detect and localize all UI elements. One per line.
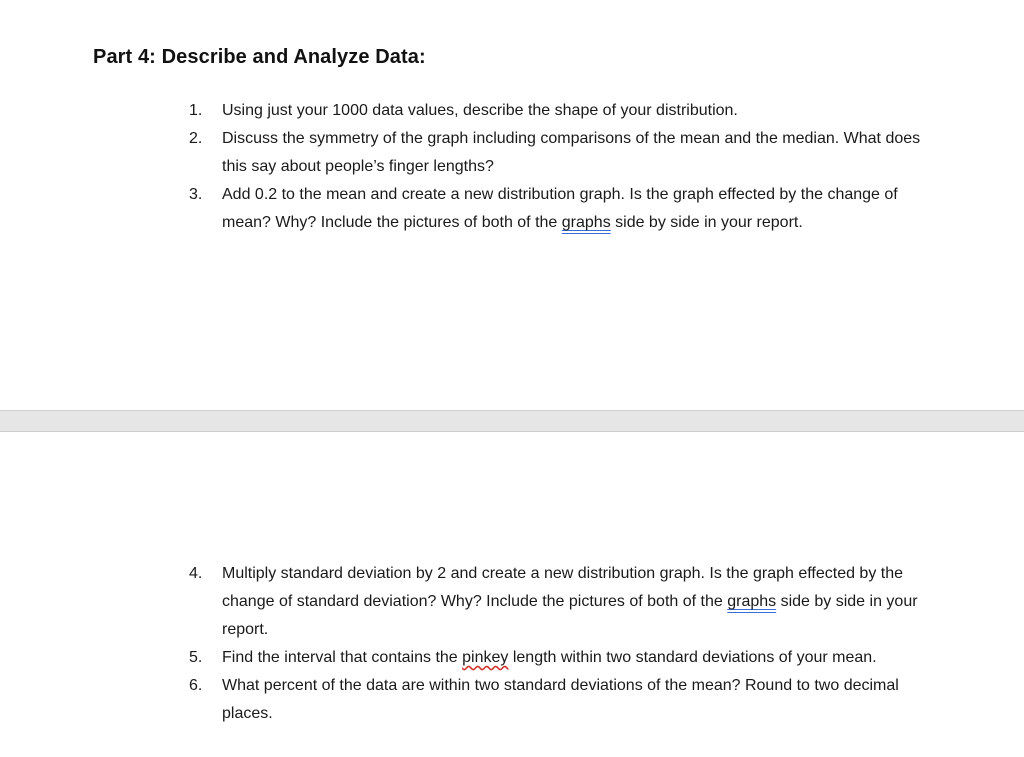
question-text: Discuss the symmetry of the graph including comparisons of the mean and the median. What does this say about people’s finger lengths?	[222, 130, 921, 175]
question-item	[0, 644, 1024, 672]
question-number: 4.	[189, 565, 203, 582]
question-item	[0, 181, 1024, 237]
question-text: Multiply standard deviation by 2 and create a new distribution graph. Is the graph effected by the change of standard deviation? Why? Include the pictures of both of the	[222, 565, 904, 610]
question-text: Using just your 1000 data values, describe the shape of your distribution.	[222, 102, 738, 119]
question-item	[0, 125, 1024, 181]
question-text: Find the interval that contains the	[222, 649, 463, 666]
question-item	[0, 672, 1024, 728]
question-text: Add 0.2 to the mean and create a new distribution graph. Is the graph effected by the change of mean? Why? Include the pictures of both of the	[222, 186, 898, 231]
question-number: 1.	[189, 102, 203, 119]
question-number: 6.	[189, 677, 203, 694]
question-text: What percent of the data are within two standard deviations of the mean? Round to two decimal places.	[222, 677, 899, 722]
question-number: 2.	[189, 130, 203, 147]
question-text: side by side in your report.	[610, 214, 803, 231]
question-text: length within two standard deviations of your mean.	[508, 649, 877, 666]
question-text: side by side in your report.	[222, 593, 918, 638]
spelling-flagged-word[interactable]: pinkey	[462, 649, 509, 666]
grammar-flagged-word[interactable]: graphs	[561, 214, 611, 231]
question-number: 5.	[189, 649, 203, 666]
question-list-top	[0, 97, 1024, 237]
question-list-bottom	[0, 560, 1024, 728]
document-page-bottom	[0, 432, 1024, 757]
section-title: Part 4: Describe and Analyze Data:	[93, 46, 426, 68]
question-item	[0, 97, 1024, 125]
grammar-flagged-word[interactable]: graphs	[727, 593, 777, 610]
question-item	[0, 560, 1024, 644]
page-break-divider	[0, 410, 1024, 432]
question-number: 3.	[189, 186, 203, 203]
